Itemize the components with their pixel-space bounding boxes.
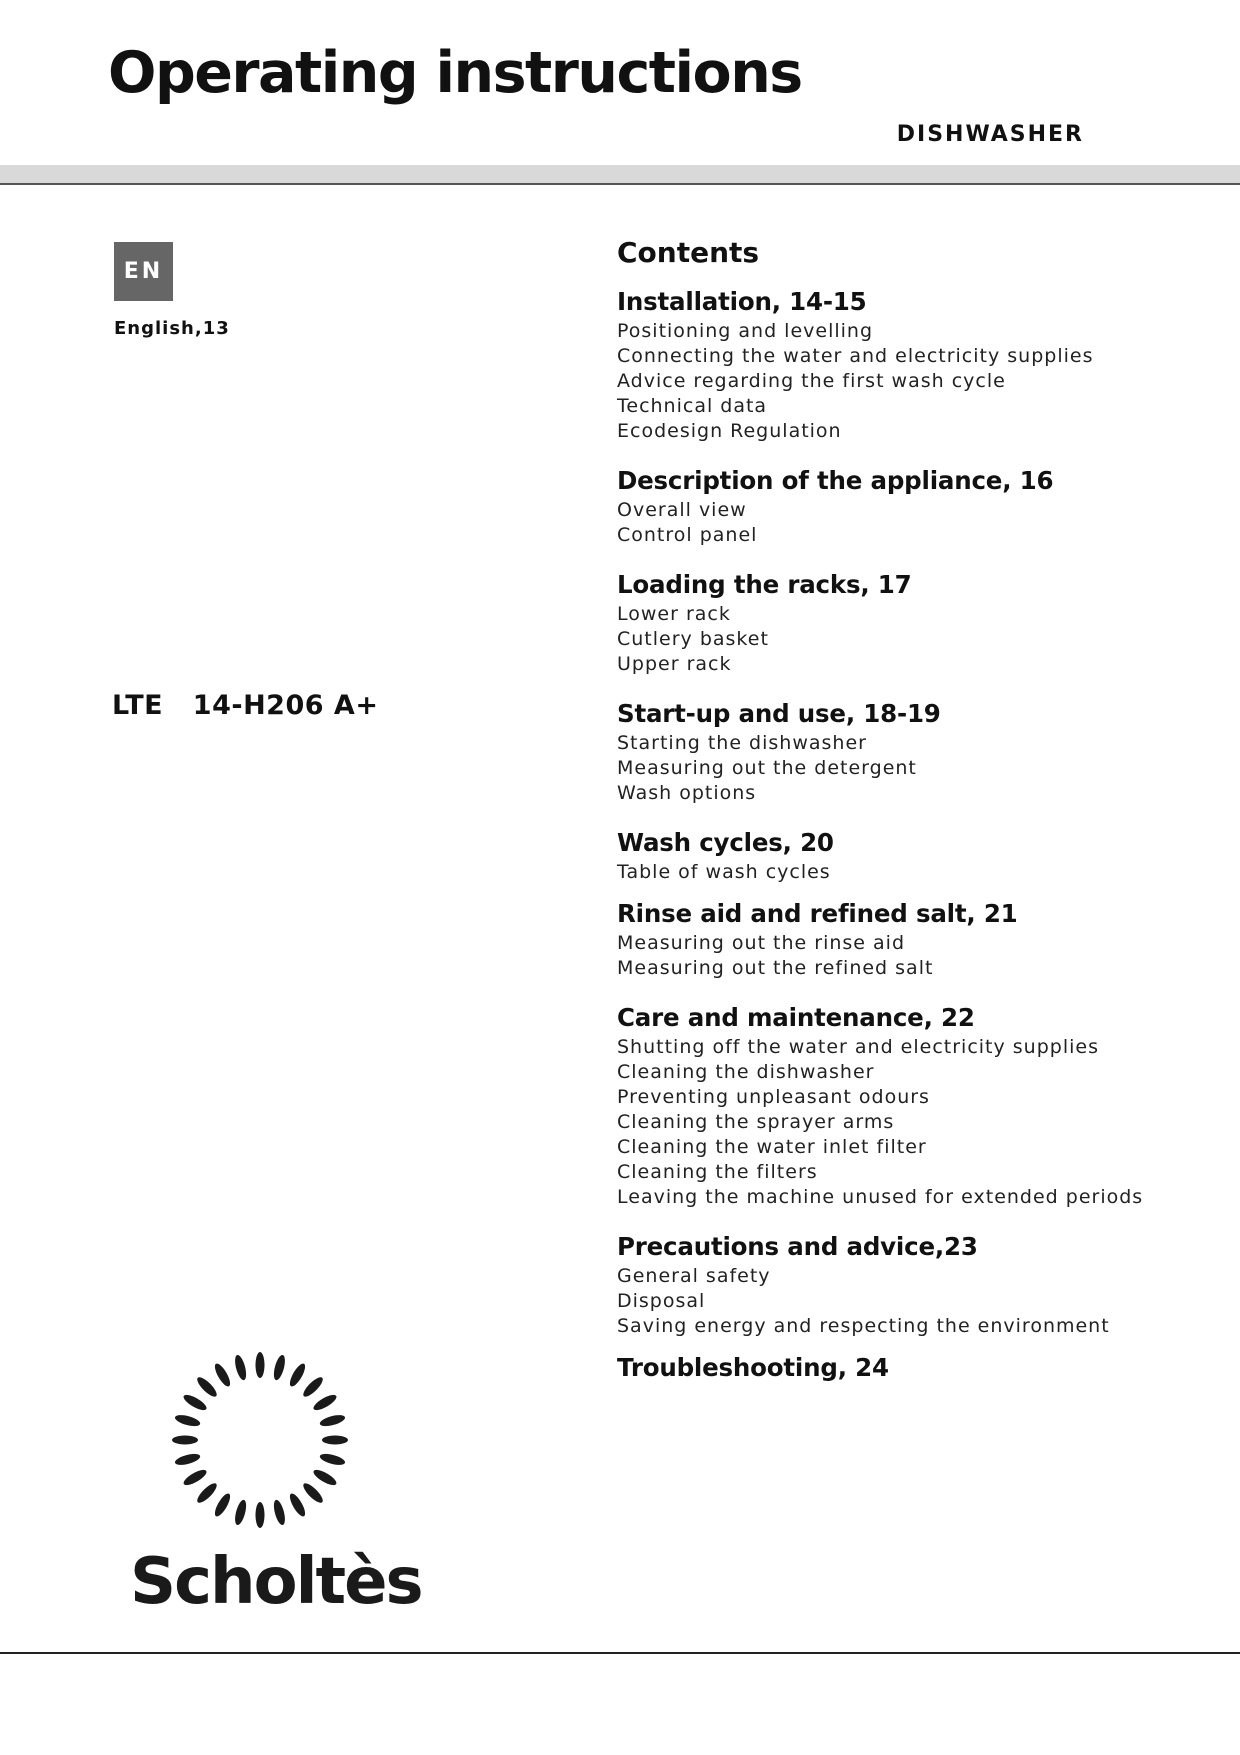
sun-ray <box>256 1352 265 1378</box>
contents-item: Cutlery basket <box>617 628 769 650</box>
footer-divider <box>0 1652 1240 1654</box>
sun-ray <box>319 1452 346 1467</box>
contents-item: Leaving the machine unused for extended periods <box>617 1186 1144 1208</box>
section-items <box>617 319 1177 444</box>
contents-item: Advice regarding the first wash cycle <box>617 370 1006 392</box>
section-items <box>617 602 1177 677</box>
section-items <box>617 731 1177 806</box>
contents-item: Positioning and levelling <box>617 320 874 342</box>
contents-section <box>617 1003 1177 1210</box>
contents-section <box>617 1353 1177 1383</box>
sun-ray <box>301 1375 326 1400</box>
section-items <box>617 498 1177 548</box>
sun-ray <box>182 1392 209 1413</box>
sun-ray <box>212 1491 233 1518</box>
header-divider <box>0 165 1240 185</box>
contents-item: Cleaning the filters <box>617 1161 818 1183</box>
contents-item: Saving energy and respecting the environment <box>617 1315 1110 1337</box>
contents-item: General safety <box>617 1265 771 1287</box>
contents-item: Wash options <box>617 782 757 804</box>
sun-ray <box>287 1491 308 1518</box>
sun-burst-icon <box>160 1340 360 1540</box>
section-items <box>617 1035 1177 1210</box>
sun-ray <box>272 1354 287 1381</box>
contents-item: Overall view <box>617 499 747 521</box>
contents-item: Ecodesign Regulation <box>617 420 842 442</box>
sun-ray <box>172 1436 198 1445</box>
contents-section <box>617 699 1177 806</box>
contents-section <box>617 287 1177 444</box>
contents-item: Control panel <box>617 524 758 546</box>
section-heading: Installation, 14-15 <box>617 287 867 316</box>
contents-item: Table of wash cycles <box>617 861 831 883</box>
contents-item: Measuring out the refined salt <box>617 957 934 979</box>
contents-section <box>617 466 1177 548</box>
language-label: English,13 <box>114 318 230 339</box>
contents-item: Disposal <box>617 1290 706 1312</box>
section-heading: Start-up and use, 18-19 <box>617 699 941 728</box>
section-items <box>617 1264 1177 1339</box>
sun-ray <box>174 1452 201 1467</box>
section-heading: Care and maintenance, 22 <box>617 1003 975 1032</box>
contents-item: Cleaning the dishwasher <box>617 1061 875 1083</box>
sun-ray <box>256 1502 265 1528</box>
brand-name: Scholtès <box>130 1545 422 1619</box>
section-heading: Loading the racks, 17 <box>617 570 912 599</box>
product-type: DISHWASHER <box>896 122 1084 147</box>
contents-title: Contents <box>617 236 760 269</box>
sun-ray <box>195 1481 220 1506</box>
contents-item: Preventing unpleasant odours <box>617 1086 930 1108</box>
sun-ray <box>212 1362 233 1389</box>
contents-item: Measuring out the rinse aid <box>617 932 906 954</box>
contents-item: Measuring out the detergent <box>617 757 917 779</box>
sun-ray <box>311 1392 338 1413</box>
section-items <box>617 931 1177 981</box>
page-title: Operating instructions <box>108 40 802 106</box>
sun-ray <box>195 1375 220 1400</box>
contents-section <box>617 570 1177 677</box>
brand-logo <box>120 1340 422 1620</box>
contents-sections <box>617 287 1177 1383</box>
contents-item: Starting the dishwasher <box>617 732 867 754</box>
contents-item: Upper rack <box>617 653 732 675</box>
sun-ray <box>319 1413 346 1428</box>
sun-ray <box>174 1413 201 1428</box>
contents-section <box>617 1232 1177 1339</box>
sun-ray <box>233 1354 248 1381</box>
contents-item: Cleaning the water inlet filter <box>617 1136 927 1158</box>
section-items <box>617 860 1177 885</box>
sun-ray <box>182 1467 209 1488</box>
sun-ray <box>311 1467 338 1488</box>
model-number: LTE 14-H206 A+ <box>112 690 379 721</box>
section-heading: Troubleshooting, 24 <box>617 1353 889 1382</box>
sun-ray <box>301 1481 326 1506</box>
sun-ray <box>233 1499 248 1526</box>
contents-section <box>617 899 1177 981</box>
sun-ray <box>272 1499 287 1526</box>
contents-item: Shutting off the water and electricity supplies <box>617 1036 1099 1058</box>
contents-item: Connecting the water and electricity supplies <box>617 345 1094 367</box>
language-badge: EN <box>114 242 173 301</box>
contents-item: Technical data <box>617 395 768 417</box>
table-of-contents <box>617 236 1177 1405</box>
section-heading: Rinse aid and refined salt, 21 <box>617 899 1018 928</box>
contents-item: Lower rack <box>617 603 731 625</box>
contents-item: Cleaning the sprayer arms <box>617 1111 895 1133</box>
contents-section <box>617 828 1177 885</box>
section-heading: Description of the appliance, 16 <box>617 466 1054 495</box>
sun-ray <box>287 1362 308 1389</box>
section-heading: Wash cycles, 20 <box>617 828 834 857</box>
section-heading: Precautions and advice,23 <box>617 1232 978 1261</box>
sun-ray <box>322 1436 348 1445</box>
